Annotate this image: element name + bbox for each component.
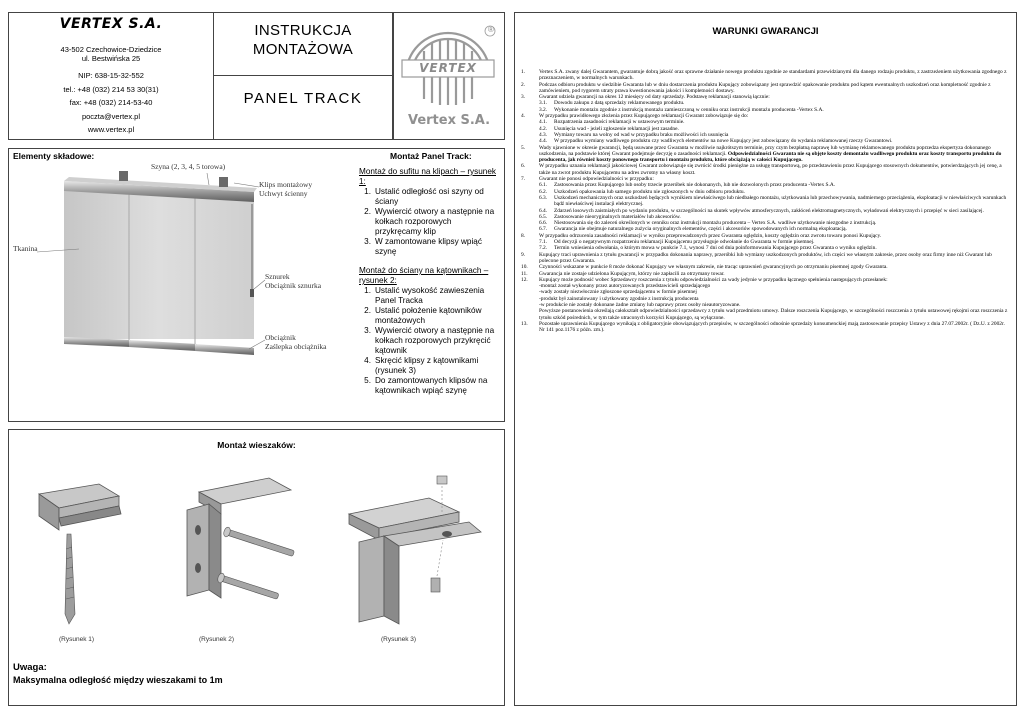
warranty-item-number: 10.: [521, 264, 528, 271]
warranty-subitem-number: 3.1.: [539, 100, 548, 107]
label-cord: Sznurek: [265, 272, 290, 281]
mount-step: [359, 356, 499, 376]
mount-step-text: Skręcić klipsy z kątownikami (rysunek 3): [375, 356, 479, 375]
warranty-subitem-number: 6.7.: [539, 226, 548, 233]
label-clip: Klips montażowy: [259, 180, 313, 189]
warranty-line: -w produkcie nie zostały dokonane żadne zmiany lub naprawy przez osoby nieautoryzowane.: [539, 301, 741, 308]
warranty-subitem-text: Zdarzeń losowych zaistniałych po wydaniu produktu, w szczególności na skutek wpływów atmosferycznych, zakłóceń elektromagnetycznych, wyładowań elektrycznych i przepięć w sieci zasilającej.: [554, 207, 984, 214]
company-address-1: 43-502 Czechowice-Dziedzice: [60, 45, 162, 54]
warranty-item-text: Kupujący traci uprawnienia z tytułu gwarancji w przypadku dokonania naprawy, przeróbki lub wymiany uszkodzonych produktów, ich części we własnym zakresie, przez osoby oraz firmy inne niż Gwarant lub polecone przez Gwaranta.: [539, 251, 992, 264]
warranty-subitem-text: Wymiany towaru na wolny od wad w przypadku braku możliwości ich usunięcia: [554, 131, 729, 138]
warranty-subitem-number: 6.3.: [539, 194, 548, 201]
mount-step-number: 3.: [364, 237, 371, 246]
registered-mark: ®: [488, 25, 494, 34]
warranty-item-text: W przypadku prawidłowego złożenia przez Kupującego reklamacji Gwarant zobowiązuje się do:: [539, 113, 749, 120]
mount-step-number: 5.: [364, 376, 371, 385]
figure-1-ceiling-clip: [19, 474, 139, 634]
warranty-item: [521, 82, 1011, 95]
warranty-item-number: 5.: [521, 144, 526, 151]
warranty-item-number: 7.: [521, 176, 526, 183]
title-line-1: INSTRUKCJA: [254, 22, 352, 39]
warranty-item-text: Gwarant udziela gwarancji na okres 12 miesięcy od daty sprzedaży. Podstawę reklamacji stanowią łącznie:: [539, 94, 770, 101]
mount-step-text: Wywiercić otwory a następnie na kołkach rozporowych przykręcamy klip: [375, 207, 495, 236]
mount-step: [359, 237, 499, 257]
company-email: poczta@vertex.pl: [81, 112, 141, 121]
warranty-item: [521, 321, 1011, 334]
warranty-subitem-number: 6.2.: [539, 188, 548, 195]
mount-step-number: 1.: [364, 187, 371, 196]
warranty-subitem-text: Dowodu zakupu z datą sprzedaży reklamowanego produktu.: [554, 100, 685, 107]
warranty-item: [521, 69, 1011, 82]
title-divider: [214, 75, 392, 76]
logo-box: [393, 12, 505, 140]
title-line-2: MONTAŻOWA: [252, 41, 354, 58]
company-info-box: [8, 12, 213, 140]
warranty-item-number: 2.: [521, 81, 526, 88]
mount-step-text: Ustalić wysokość zawieszenia Panel Tracka: [375, 286, 485, 305]
warranty-item: [521, 163, 1011, 176]
warranty-subitem-text: Od decyzji o negatywnym rozpatrzeniu reklamacji Kupującemu przysługuje odwołanie do Gwaranta w formie pisemnej.: [554, 239, 815, 246]
mount-step-text: W zamontowane klipsy wpiąć szynę: [375, 237, 482, 256]
warranty-subitem: [521, 195, 1011, 208]
warranty-item-text: Vertex S.A. zwany dalej Gwarantem, gwarantuje dobrą jakość oraz sprawne działanie nowego produktu zgodnie ze standardami przewidzianymi dla danego rodzaju produktu, z zastrzeżeniem użytkowania zgodnego z przeznaczeniem, w normalnych warunkach.: [539, 69, 1007, 82]
warranty-item-text: Gwarancja nie zostaje udzielona Kupującym, którzy nie zapłacili za otrzymany towar.: [539, 270, 725, 277]
figure-3-caption: (Rysunek 3): [381, 636, 417, 643]
warranty-subitem-number: 4.4.: [539, 138, 548, 145]
mount-step-text: Wywiercić otwory a następnie na kołkach rozporowych przykręcić kątownik: [375, 326, 495, 355]
warranty-subitem-number: 6.1.: [539, 182, 548, 189]
warranty-item-text: Gwarant nie ponosi odpowiedzialności w przypadku:: [539, 176, 654, 183]
warranty-item-text: Pozostałe uprawnienia Kupującego wynikają z obligatoryjnie obowiązujących przepisów, w szczególności odnośnie sprzedaży konsumenckiej mają zastosowanie przepisy Ustawy z dnia 27.07.2002r. ( Dz.U. z 2002r. Nr 141 poz.1176 z późn. zm.).: [539, 320, 1005, 334]
warranty-item-number: 8.: [521, 232, 526, 239]
mount-step-text: Ustalić odległość osi szyny od ściany: [375, 187, 484, 206]
warranty-item-text: W przypadku uznania reklamacji jakościowej Gwarant zobowiązuje się zwrócić środki pieniężne za usługę transportową, po przedstawieniu przez Kupującego stosownych dokumentów, potwierdzających jej cenę, a także na zwrot produktu Kupującemu na adres zwrotny na własny koszt.: [539, 163, 1002, 176]
label-fabric: Tkanina: [13, 244, 38, 253]
warranty-subitem-text: Termin wniesienia odwołania, o którym mowa w punkcie 7.1, wynosi 7 dni od dnia poinformowania Kupującego przez Gwaranta o wyniku oględzin.: [554, 245, 877, 252]
warranty-item-text: Czynności wskazane w punkcie 8 może dokonać Kupujący we własnym zakresie, nie tracąc uprawnień gwarancyjnych po otrzymaniu pisemnej zgody Gwaranta.: [539, 264, 888, 271]
label-weight-cap: Zaślepka obciążnika: [265, 342, 327, 351]
warranty-item-number: 1.: [521, 69, 526, 75]
warranty-subitem-number: 6.5.: [539, 213, 548, 220]
warranty-subitem-number: 4.3.: [539, 131, 548, 138]
warranty-terms-list: [521, 69, 1011, 333]
mount-step-number: 1.: [364, 286, 371, 295]
company-www: www.vertex.pl: [87, 125, 135, 134]
company-address-2: ul. Bestwińska 25: [81, 54, 141, 63]
warranty-item-text: Podczas odbioru produktu w siedzibie Gwaranta lub w dniu dostarczenia produktu Kupujący zobowiązany jest sprawdzić opakowanie produktu pod kątem ewentualnych uszkodzeń oraz kompletność zgodnie z zamówieniem, pod rygorem utraty prawa kwestionowania jakości i kompletności dostawy.: [539, 81, 991, 94]
logo-caption: Vertex S.A.: [407, 113, 491, 128]
label-weight: Obciążnik: [265, 333, 296, 342]
mount-step: [359, 306, 499, 326]
warranty-subitem-number: 7.2.: [539, 245, 548, 252]
company-name: VERTEX S.A.: [59, 16, 163, 32]
warranty-subitem-text: Usunięcia wad - jeżeli zgłoszenie reklamacji jest zasadne.: [554, 125, 679, 132]
fabric-panel: [64, 189, 254, 339]
mount-step-number: 3.: [364, 326, 371, 335]
mount-step: [359, 286, 499, 306]
mount-step-number: 2.: [364, 306, 371, 315]
label-rail: Szyna (2, 3, 4, 5 torowa): [151, 162, 226, 171]
mount-step-number: 2.: [364, 207, 371, 216]
warranty-line: -montaż został wykonany przez autoryzowanych przedstawicieli sprzedającego: [539, 283, 711, 290]
mount-instructions: [359, 167, 499, 396]
warranty-item-number: 11.: [521, 270, 528, 277]
warranty-heading: WARUNKI GWARANCJI: [712, 26, 819, 37]
document-title-box: [213, 12, 393, 140]
label-cord-weight: Obciążnik sznurka: [265, 281, 322, 290]
company-fax: fax: +48 (032) 214-53-40: [69, 98, 153, 107]
label-wall-bracket: Uchwyt ścienny: [259, 189, 308, 198]
warranty-subitem-text: Rozpatrzenia zasadności reklamacji w ustawowym terminie.: [554, 119, 685, 126]
warranty-item: [521, 145, 1011, 164]
ceiling-mount-title: Montaż do sufitu na klipach – rysunek 1:: [359, 167, 496, 186]
warranty-section: [514, 12, 1017, 706]
company-tel: tel.: +48 (032) 214 53 30(31): [63, 85, 159, 94]
mount-step: [359, 187, 499, 207]
warranty-subitem-number: 6.4.: [539, 207, 548, 214]
warranty-item-number: 4.: [521, 113, 526, 120]
mount-step: [359, 326, 499, 356]
wall-mount-title: Montaż do ściany na kątownikach – rysunek 2:: [359, 266, 489, 285]
warranty-subitem-text: W przypadku wymiany wadliwego produktu czy wadliwych elementów na nowe Kupujący jest zobowiązany do wydania reklamowanej rzeczy Gwarantowi.: [554, 138, 893, 145]
warranty-subitem-text: Zastosowanie nieoryginalnych materiałów lub akcesoriów.: [554, 213, 681, 220]
company-nip: NIP: 638-15-32-552: [78, 71, 144, 80]
figure-2-caption: (Rysunek 2): [199, 636, 235, 643]
wall-mount-steps: [359, 286, 499, 396]
product-name: PANEL TRACK: [243, 90, 363, 107]
warranty-subitem-number: 6.6.: [539, 220, 548, 227]
warranty-subitem-text: Gwarancja nie obejmuje naturalnego zużycia oryginalnych elementów, części i akcesoriów spowodowanych ich normalną eksploatacją.: [554, 226, 847, 233]
warranty-subitem-number: 4.2.: [539, 125, 548, 132]
warranty-item-bold: Odpowiedzialności Gwaranta nie są objęte koszty demontażu wadliwego produktu oraz koszty transportu produktu do producenta, jak również koszty ponownego transportu i montażu produktu, które obciążają w całości Kupującego.: [539, 150, 1002, 164]
warranty-item-text: Wady ujawnione w okresie gwarancji, będą usuwane przez Gwaranta w możliwie najkrótszym terminie, przy czym bezpłatną naprawę lub wymianę reklamowanego produktu poprzedza ekspertyza dokonanego uszkodzenia, na podstawie której Gwarant podejmuje decyzję o zasadności reklamacji. Odpowiedzialności Gwaranta nie są objęte koszty demontażu wadliwego produktu oraz koszty transportu produktu do producenta, jak również koszty ponownego transportu i montażu produktu, które obciążają w całości Kupującego.: [539, 144, 1002, 164]
warranty-item: [521, 252, 1011, 265]
hangers-section: [8, 429, 505, 706]
figure-1-caption: (Rysunek 1): [59, 636, 95, 643]
figure-3-bracket-assembly: [329, 466, 499, 636]
warranty-item-number: 3.: [521, 94, 526, 101]
warranty-subitem-text: Niestosowania się do zaleceń określonych w cenniku oraz instrukcji montażu producenta – Vertex S.A. wadliwe użytkowanie niezgodne z instrukcją.: [554, 220, 877, 227]
warranty-subitem-text: Wykonanie montażu zgodnie z instrukcją montażu zamieszczoną w cenniku oraz instrukcji montażu producenta -Vertex S.A.: [554, 106, 824, 113]
warranty-line: -produkt był zainstalowany i użytkowany zgodnie z instrukcją producenta: [539, 295, 699, 302]
warranty-item-text: Kupujący może podnosić wobec Sprzedawcy roszczenia z tytułu odpowiedzialności za wady jedynie w przypadku łącznego spełnienia następujących przesłanek:: [539, 276, 888, 283]
mount-step-number: 4.: [364, 356, 371, 365]
warranty-item-text: W przypadku odrzucenia zasadności reklamacji w wyniku przeprowadzonych przez Gwaranta oględzin, koszty oględzin oraz zwrotu towaru ponosi Kupujący.: [539, 232, 882, 239]
logo-badge-text: VERTEX: [419, 61, 477, 75]
warranty-subitem-number: 7.1.: [539, 239, 548, 246]
warranty-item-number: 6.: [521, 163, 526, 170]
warranty-subitem-text: Zastosowania przez Kupującego lub osoby trzecie przeróbek nie dokonanych, lub nie dozwolonych przez producenta -Vertex S.A.: [554, 182, 836, 189]
warranty-line: Powyższe postanowienia określają całokształt odpowiedzialności sprzedawcy z tytułu wad przedmiotu umowy. Dalsze roszczenia Kupującego, w szczególności roszczenia z tytułu ustawowej rękojmi oraz roszczenia z tytułu szkód pośrednich, w tym także utraconych korzyści Kupującego, są wyłączone.: [539, 308, 1008, 321]
note: [13, 662, 223, 686]
warranty-subitem-number: 4.1.: [539, 119, 548, 126]
components-section: [8, 148, 505, 422]
note-text: Maksymalna odległość między wieszakami to 1m: [13, 675, 223, 685]
warranty-subitem-text: Uszkodzeń mechanicznych oraz uszkodzeń będących wynikiem niewłaściwego lub niedbałego montażu, użytkowania lub przechowywania, nadmiernego przeciążenia, eksploatacji w niewłaściwych warunkach bądź niewłaściwej instalacji elektrycznej.: [554, 194, 1007, 208]
warranty-line: -wady zostały niezwłocznie zgłoszone sprzedającemu w formie pisemnej: [539, 289, 697, 296]
mount-step: [359, 207, 499, 237]
figure-2-wall-bracket: [169, 470, 309, 635]
warranty-item-number: 9.: [521, 251, 526, 258]
components-heading: Elementy składowe:: [13, 151, 95, 161]
warranty-item-number: 13.: [521, 320, 528, 327]
note-title: Uwaga:: [13, 662, 47, 673]
ceiling-mount-steps: [359, 187, 499, 257]
warranty-item-number: 12.: [521, 276, 528, 283]
mount-step-text: Ustalić położenie kątowników montażowych: [375, 306, 482, 325]
warranty-subitem-text: Uszkodzeń opakowania lub samego produktu nie zgłoszonych w dniu odbioru produktu.: [554, 188, 745, 195]
warranty-subitem-number: 3.2.: [539, 106, 548, 113]
hangers-heading: Montaż wieszaków:: [217, 440, 296, 450]
mount-heading: Montaż Panel Track:: [390, 151, 472, 161]
mount-step: [359, 376, 499, 396]
mount-step-text: Do zamontowanych klipsów na kątownikach wpiąć szynę: [375, 376, 488, 395]
